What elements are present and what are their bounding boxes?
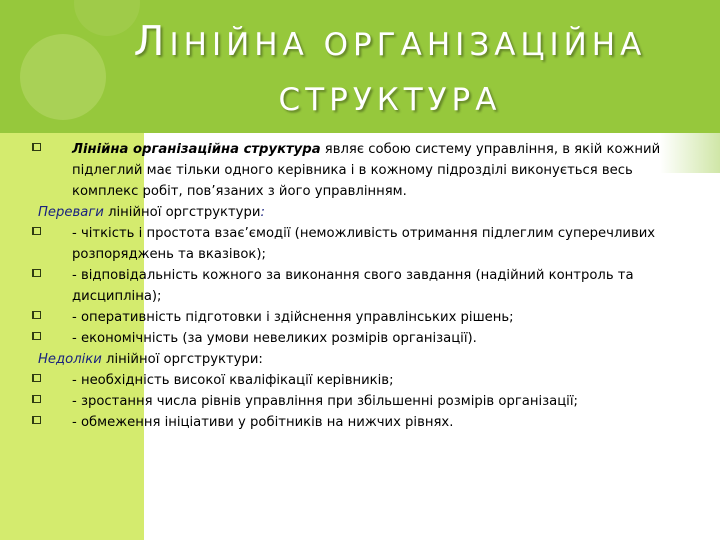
bullet-square-icon — [32, 416, 41, 424]
advantage-item-text: - чіткість і простота взає’ємодії (неможливість отримання підлеглим суперечливих розпоряджень та вказівок); — [72, 226, 656, 262]
decorative-circle — [20, 34, 106, 120]
advantage-item — [38, 307, 678, 328]
advantage-item — [38, 223, 678, 265]
disadvantage-item — [38, 370, 678, 391]
bullet-square-icon — [32, 227, 41, 235]
advantage-item-text: - відповідальність кожного за виконання свого завдання (надійний контроль та дисципліна); — [72, 268, 634, 304]
title-initial-letter: Л — [133, 17, 170, 65]
disadvantage-item-text: - необхідність високої кваліфікації керівників; — [72, 373, 394, 388]
definition-text: являє собою систему управління, в якій кожний підлеглий має тільки одного керівника і в кожному підрозділі виконується весь комплекс робіт, пов’язаних з його управлінням. — [72, 142, 661, 199]
title-line-1-rest: ІНІЙНА ОРГАНІЗАЦІЙНА — [169, 27, 647, 63]
advantage-item-text: - економічність (за умови невеликих розмірів організації). — [72, 331, 477, 346]
disadvantages-heading — [38, 349, 678, 370]
advantages-heading-colon: : — [260, 205, 265, 220]
title-line-2: СТРУКТУРА — [278, 82, 502, 118]
bullet-square-icon — [32, 143, 41, 151]
bullet-square-icon — [32, 374, 41, 382]
slide-body — [38, 139, 678, 433]
disadvantage-item-text: - зростання числа рівнів управління при збільшенні розмірів організації; — [72, 394, 578, 409]
advantages-label: Переваги — [38, 205, 104, 220]
slide-title — [110, 14, 670, 128]
advantages-heading-rest: лінійної оргструктури — [103, 205, 261, 220]
title-line-1 — [110, 14, 670, 73]
advantage-item-text: - оперативність підготовки і здійснення управлінських рішень; — [72, 310, 514, 325]
disadvantage-item — [38, 412, 678, 433]
advantage-item — [38, 328, 678, 349]
advantage-item — [38, 265, 678, 307]
bullet-square-icon — [32, 395, 41, 403]
bullet-square-icon — [32, 311, 41, 319]
disadvantage-item-text: - обмеження ініціативи у робітників на нижчих рівнях. — [72, 415, 454, 430]
disadvantages-heading-rest: лінійної оргструктури: — [101, 352, 263, 367]
advantages-heading — [38, 202, 678, 223]
definition-bullet — [38, 139, 678, 202]
bullet-square-icon — [32, 332, 41, 340]
disadvantage-item — [38, 391, 678, 412]
disadvantages-label: Недоліки — [38, 352, 102, 367]
bullet-square-icon — [32, 269, 41, 277]
definition-term: Лінійна організаційна структура — [72, 142, 321, 157]
